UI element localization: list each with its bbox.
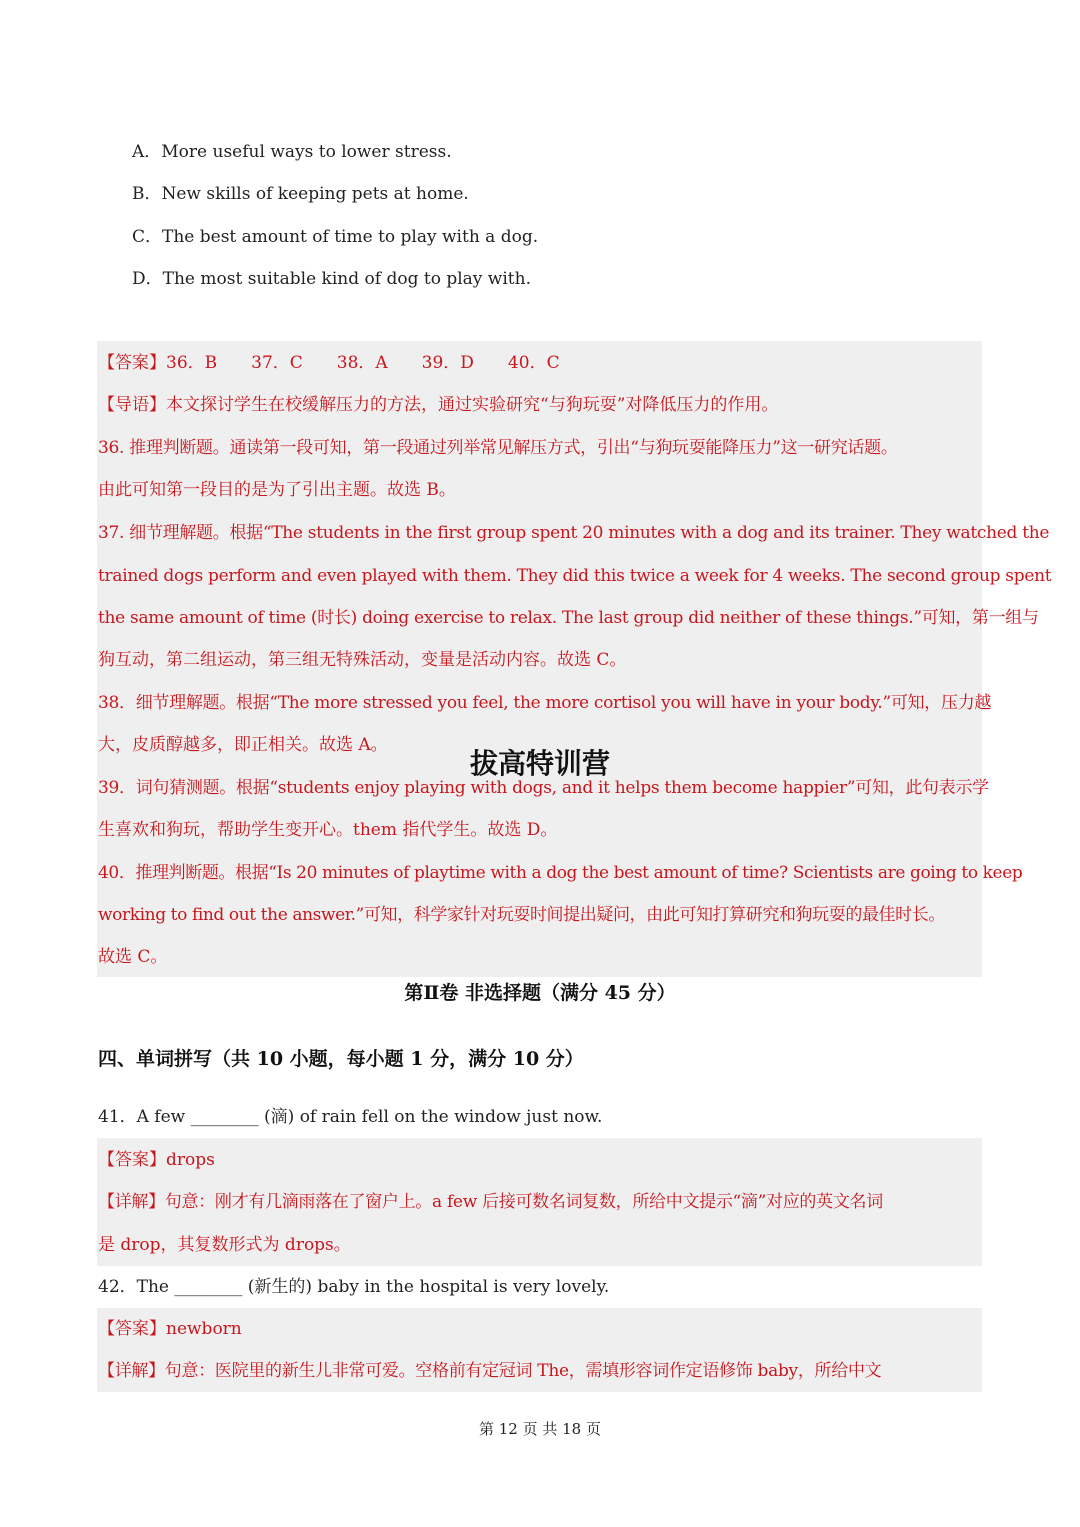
explanation-line: 38．细节理解题。根据“The more stressed you feel, the more cortisol you will have in your body.”可知，压力越 (98, 693, 992, 713)
part-title: 四、单词拼写（共 10 小题，每小题 1 分，满分 10 分） (98, 1048, 584, 1070)
section-title: 第Ⅱ卷 非选择题（满分 45 分） (404, 982, 676, 1004)
option-a: A．More useful ways to lower stress. (132, 142, 452, 162)
watermark-text: 拔高特训营 (469, 747, 610, 780)
detail-41-line: 是 drop，其复数形式为 drops。 (98, 1235, 351, 1255)
explanation-line: 36. 推理判断题。通读第一段可知，第一段通过列举常见解压方式，引出“与狗玩耍能降压力”这一研究话题。 (98, 438, 898, 458)
explanation-line: trained dogs perform and even played with them. They did this twice a week for 4 weeks. The second group spent (98, 566, 1052, 586)
guide-text: 【导语】本文探讨学生在校缓解压力的方法，通过实验研究“与狗玩耍”对降低压力的作用。 (98, 395, 779, 415)
explanation-line: 37. 细节理解题。根据“The students in the first group spent 20 minutes with a dog and its trainer. They watched the (98, 523, 1050, 543)
explanation-line: the same amount of time (时长) doing exercise to relax. The last group did neither of these things.”可知，第一组与 (98, 608, 1039, 628)
explanation-line: 39．词句猜测题。根据“students enjoy playing with dogs, and it helps them become happier”可知，此句表示学 (98, 778, 989, 798)
option-d: D．The most suitable kind of dog to play with. (132, 269, 531, 289)
explanation-line: 由此可知第一段目的是为了引出主题。故选 B。 (98, 480, 456, 500)
option-b: B．New skills of keeping pets at home. (132, 184, 469, 204)
explanation-line: 40．推理判断题。根据“Is 20 minutes of playtime with a dog the best amount of time? Scientists are going to keep (98, 863, 1023, 883)
page-number: 第 12 页 共 18 页 (478, 1420, 601, 1438)
explanation-line: 狗互动，第二组运动，第三组无特殊活动，变量是活动内容。故选 C。 (98, 650, 627, 670)
answer-42: 【答案】newborn (98, 1319, 242, 1339)
detail-41-line: 【详解】句意：刚才有几滴雨落在了窗户上。a few 后接可数名词复数，所给中文提示“滴”对应的英文名词 (98, 1192, 883, 1212)
explanation-line: 大，皮质醇越多，即正相关。故选 A。 (98, 735, 388, 755)
explanation-line: 生喜欢和狗玩，帮助学生变开心。them 指代学生。故选 D。 (98, 820, 558, 840)
answer-key: 【答案】36．B 37．C 38．A 39．D 40．C (98, 353, 560, 373)
option-c: C．The best amount of time to play with a dog. (132, 227, 539, 247)
explanation-line: 故选 C。 (98, 947, 168, 967)
explanation-line: working to find out the answer.”可知，科学家针对玩耍时间提出疑问，由此可知打算研究和狗玩耍的最佳时长。 (98, 905, 945, 925)
detail-42-line: 【详解】句意：医院里的新生儿非常可爱。空格前有定冠词 The，需填形容词作定语修饰 baby，所给中文 (98, 1361, 882, 1381)
answer-41: 【答案】drops (98, 1150, 215, 1170)
question-41: 41．A few ________ (滴) of rain fell on the window just now. (98, 1107, 603, 1127)
question-42: 42．The ________ (新生的) baby in the hospital is very lovely. (98, 1277, 610, 1297)
